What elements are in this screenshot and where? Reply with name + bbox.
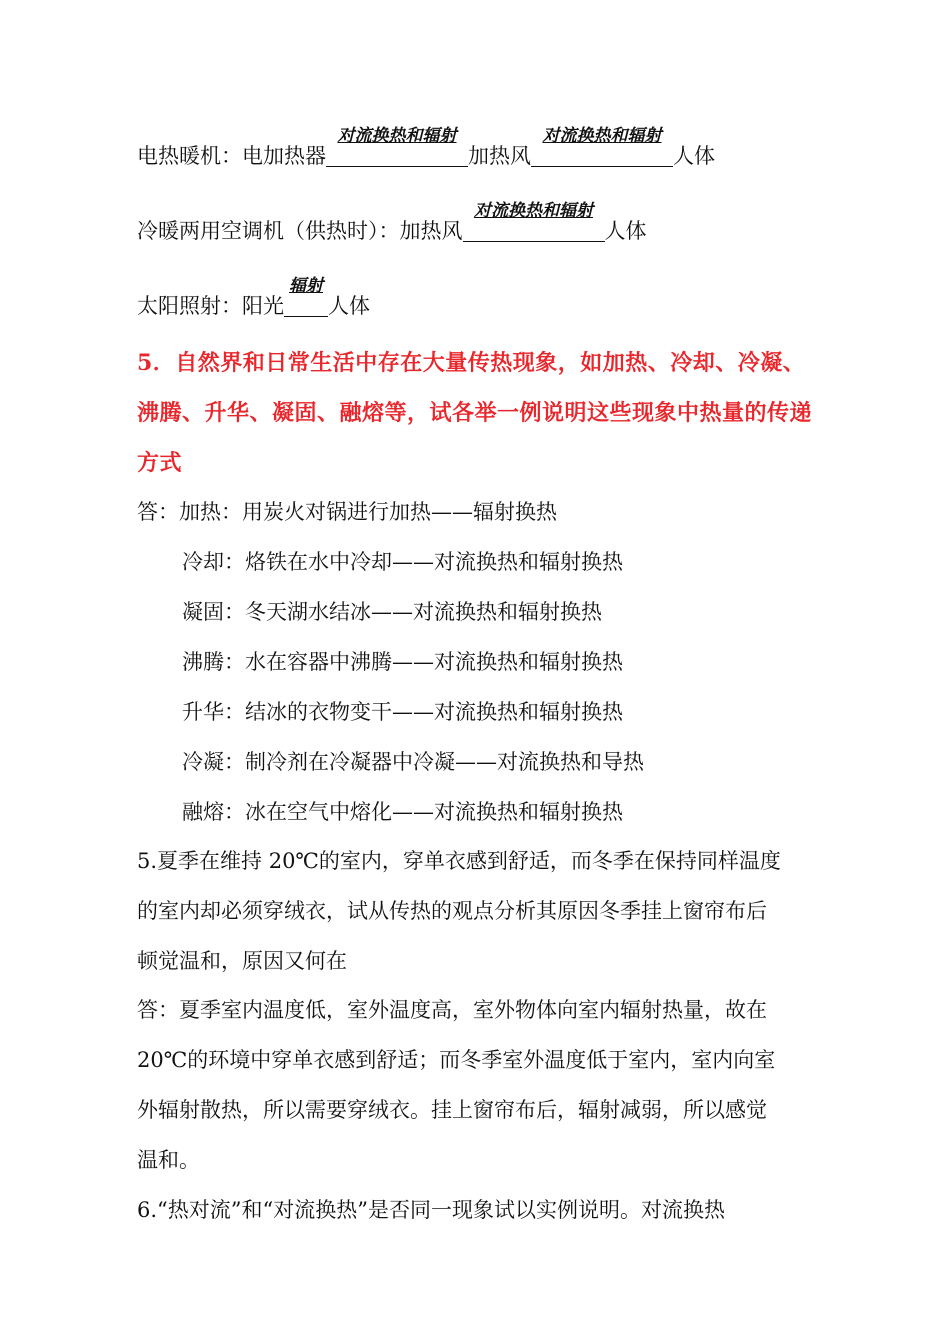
arrow-label: 对流换热和辐射	[542, 126, 662, 146]
heat-path-prefix: 电热暖机：电加热器	[137, 144, 326, 168]
heat-path-suffix: 人体	[604, 219, 647, 243]
answer-5-sublimation: 升华：结冰的衣物变干——对流换热和辐射换热	[182, 700, 623, 724]
transfer-arrow	[463, 201, 605, 245]
transfer-arrow	[326, 126, 468, 170]
answer-5-cooling: 冷却：烙铁在水中冷却——对流换热和辐射换热	[182, 550, 623, 574]
heat-path-suffix: 人体	[328, 294, 370, 318]
heat-path-electric-heater	[137, 126, 715, 170]
question-5b-line-2: 的室内却必须穿绒衣，试从传热的观点分析其原因冬季挂上窗帘布后	[137, 899, 767, 923]
answer-5-boiling: 沸腾：水在容器中沸腾——对流换热和辐射换热	[182, 650, 623, 674]
arrow-label: 辐射	[289, 276, 323, 296]
answer-5b-line-4: 温和。	[137, 1148, 200, 1172]
question-5-line-3: 方式	[137, 450, 183, 476]
heat-path-prefix: 太阳照射：阳光	[137, 294, 284, 318]
heat-path-suffix: 人体	[673, 144, 715, 168]
answer-5b-line-3: 外辐射散热，所以需要穿绒衣。挂上窗帘布后，辐射减弱，所以感觉	[137, 1098, 767, 1122]
arrow-label: 对流换热和辐射	[474, 201, 593, 221]
answer-5-solidifying: 凝固：冬天湖水结冰——对流换热和辐射换热	[182, 600, 602, 624]
answer-5-heating: 答：加热：用炭火对锅进行加热——辐射换热	[137, 500, 557, 524]
question-5b-line-3: 顿觉温和，原因又何在	[137, 949, 347, 973]
question-6-line-1: 6.“热对流”和“对流换热”是否同一现象试以实例说明。对流换热	[137, 1198, 725, 1222]
answer-5b-line-2: 20℃的环境中穿单衣感到舒适；而冬季室外温度低于室内，室内向室	[137, 1048, 776, 1072]
transfer-arrow	[531, 126, 673, 170]
answer-5b-line-1: 答：夏季室内温度低，室外温度高，室外物体向室内辐射热量，故在	[137, 998, 767, 1022]
heat-path-air-conditioner	[137, 201, 647, 245]
heat-path-mid: 加热风	[468, 144, 531, 168]
heat-path-prefix: 冷暖两用空调机（供热时）：加热风	[137, 219, 463, 243]
answer-5-melting: 融熔：冰在空气中熔化——对流换热和辐射换热	[182, 800, 623, 824]
question-5-line-1: 5．自然界和日常生活中存在大量传热现象，如加热、冷却、冷凝、	[137, 350, 806, 376]
heat-path-sunlight	[137, 276, 370, 320]
answer-5-condensing: 冷凝：制冷剂在冷凝器中冷凝——对流换热和导热	[182, 750, 644, 774]
arrow-label: 对流换热和辐射	[337, 126, 457, 146]
transfer-arrow	[284, 276, 328, 320]
question-5b-line-1: 5.夏季在维持 20℃的室内，穿单衣感到舒适，而冬季在保持同样温度	[137, 849, 781, 873]
question-5-line-2: 沸腾、升华、凝固、融熔等，试各举一例说明这些现象中热量的传递	[137, 400, 813, 426]
